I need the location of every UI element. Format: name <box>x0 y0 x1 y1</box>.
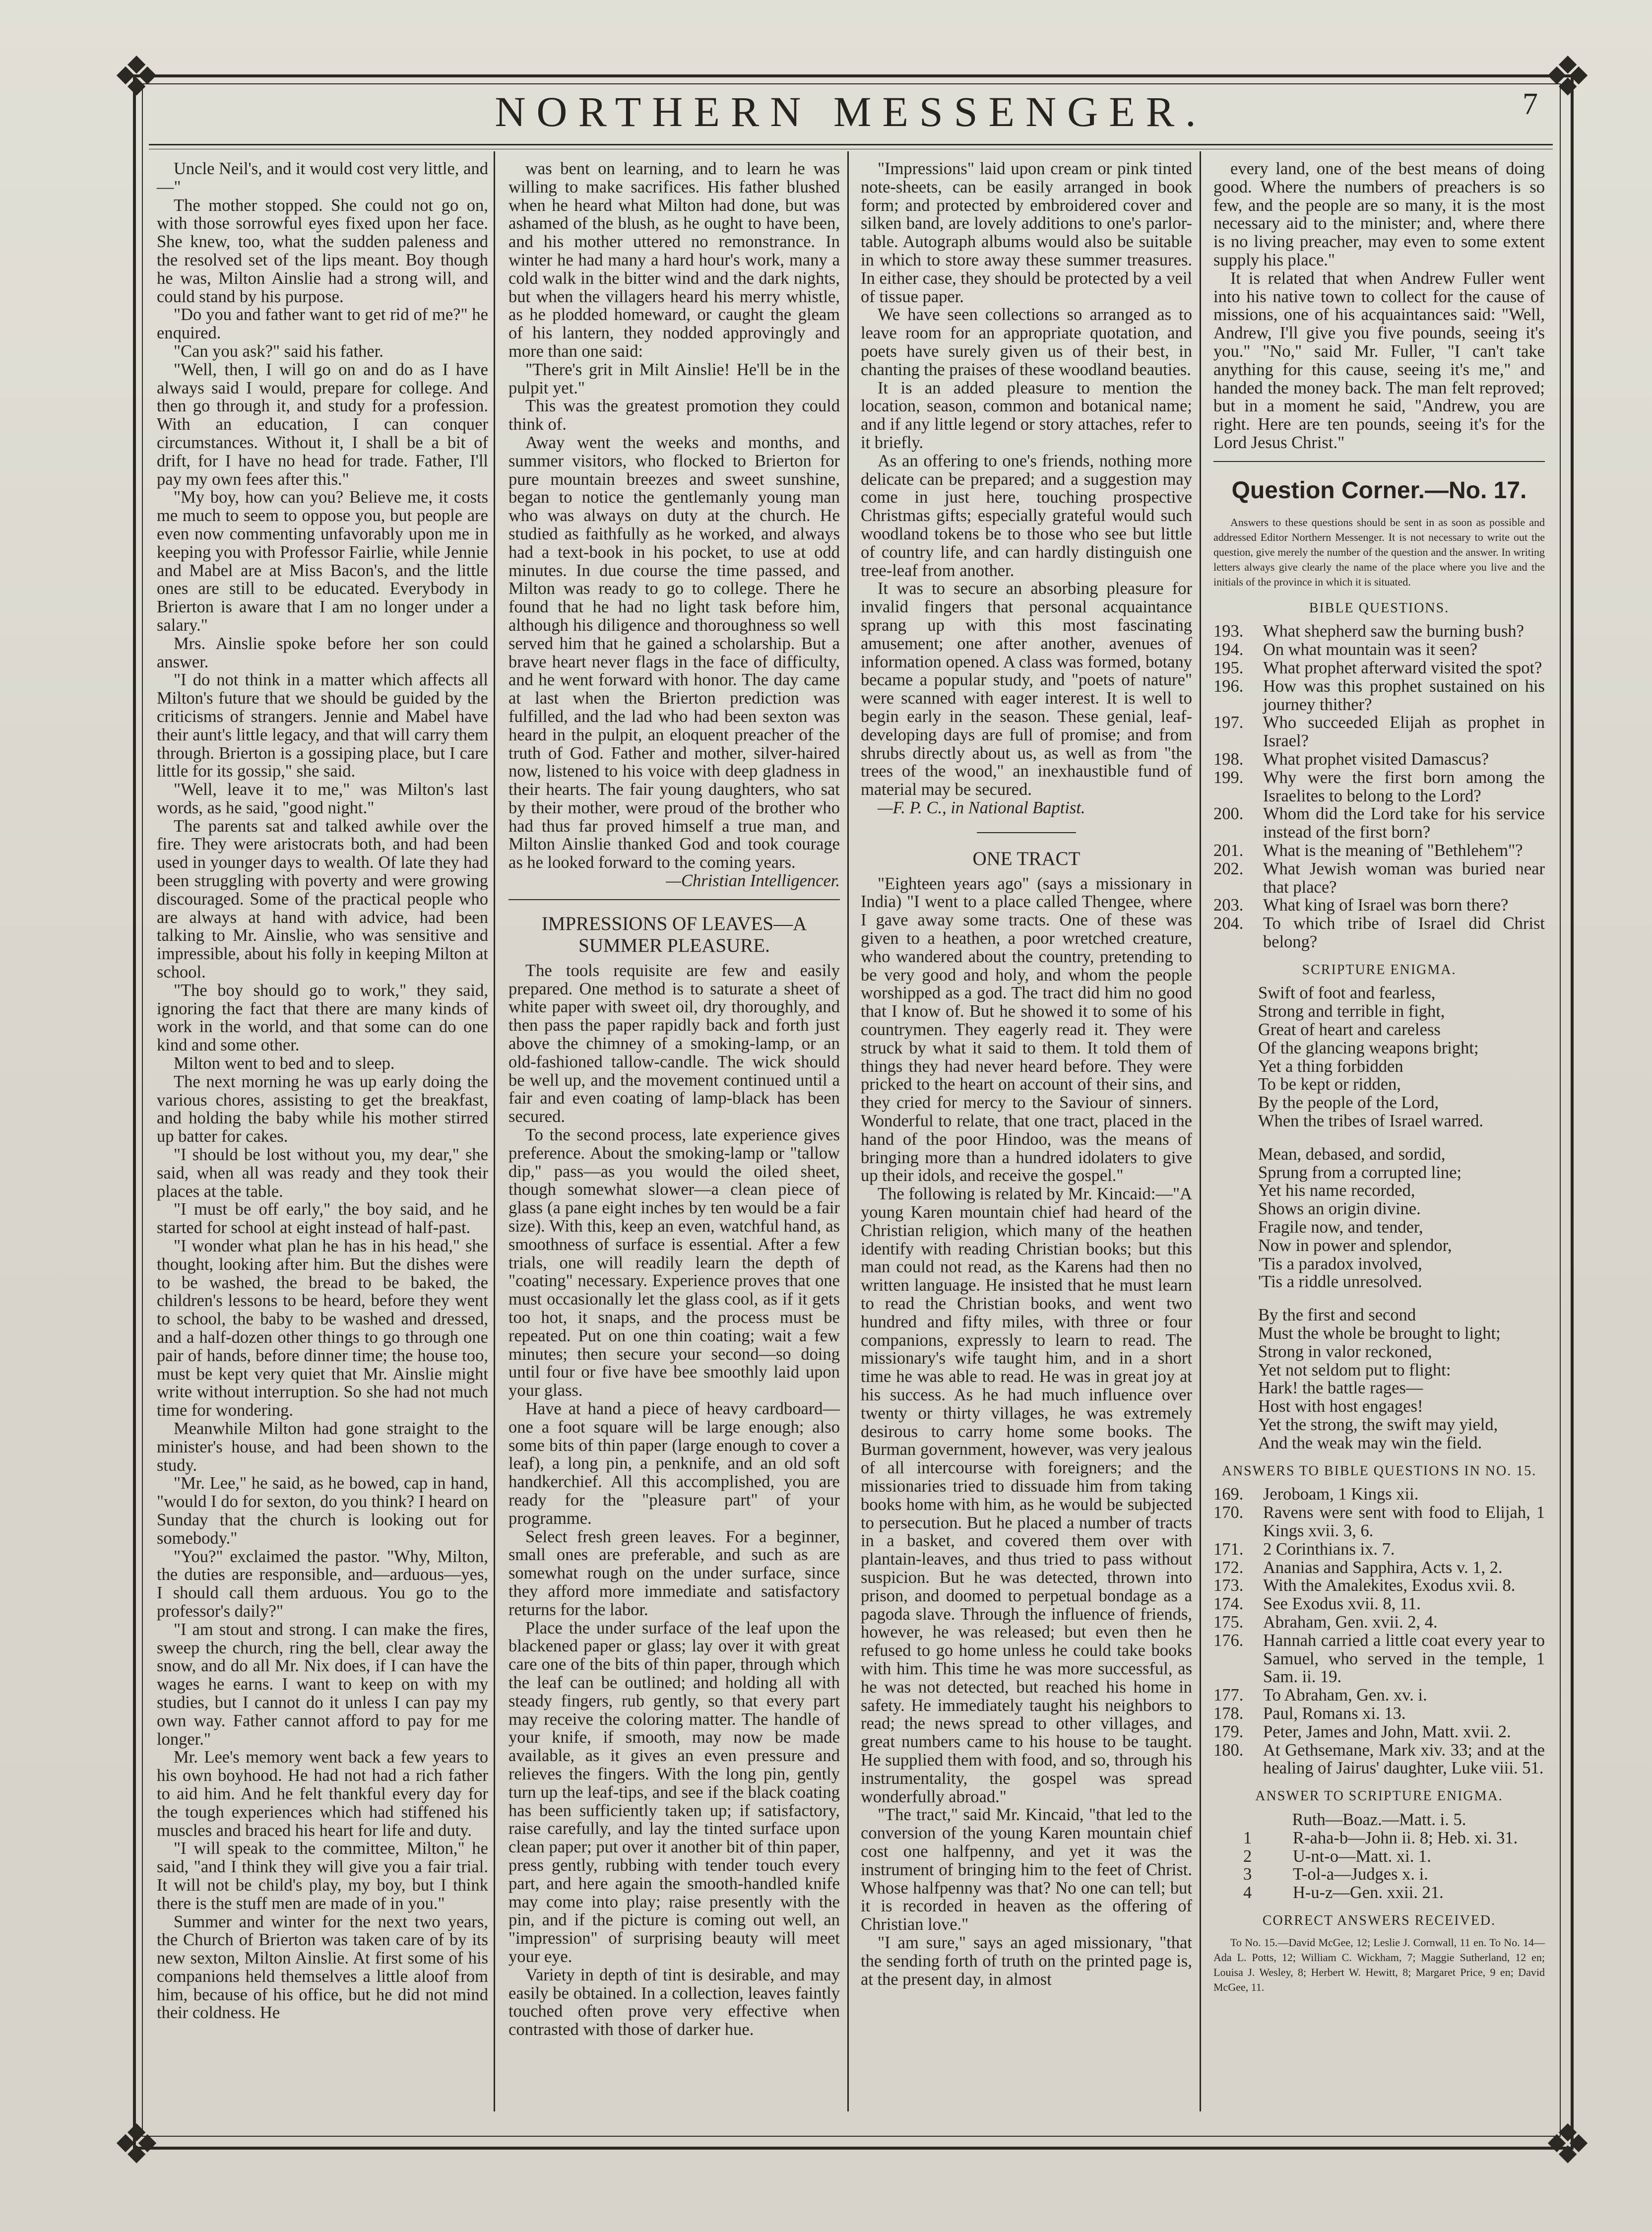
bible-question <box>1213 896 1545 915</box>
bible-question-number: 201. <box>1213 841 1244 860</box>
bible-answer-text: Ananias and Sapphira, Acts v. 1, 2. <box>1263 1558 1503 1577</box>
enigma-part-text: T-ol-a—Judges x. i. <box>1293 1865 1428 1884</box>
bible-answer-number: 179. <box>1213 1722 1244 1741</box>
header-rule <box>149 144 1553 145</box>
bible-answer-text: See Exodus xvii. 8, 11. <box>1263 1594 1421 1614</box>
bible-question-text: What is the meaning of "Bethlehem"? <box>1263 841 1523 860</box>
poem-line: Yet the strong, the swift may yield, <box>1258 1415 1498 1435</box>
bible-question-text: How was this prophet sustained on his journey thither? <box>1263 676 1545 714</box>
bible-answer-text: Paul, Romans xi. 13. <box>1263 1704 1406 1723</box>
bible-answer <box>1213 1576 1545 1595</box>
bible-question <box>1213 860 1545 897</box>
bible-question <box>1213 622 1545 641</box>
section-rule <box>977 832 1076 833</box>
poem-line <box>1258 1291 1545 1306</box>
bible-question-number: 193. <box>1213 622 1244 641</box>
poem-line: Of the glancing weapons bright; <box>1258 1038 1479 1057</box>
paragraph: This was the greatest promotion they could think of. <box>508 396 840 434</box>
enigma-part-text: U-nt-o—Matt. xi. 1. <box>1293 1846 1431 1866</box>
poem-line: 'Tis a paradox involved, <box>1258 1254 1422 1273</box>
paragraph: Have at hand a piece of heavy cardboard—one a foot square will be large enough; also some bits of thin paper (large enough to cover a leaf), a long pin, a penknife, and an old soft handkerchief. All this accomplished, you are ready for the "pleasure part" of your programme. <box>508 1399 840 1528</box>
bible-answer <box>1213 1540 1545 1559</box>
poem-line: Sprung from a corrupted line; <box>1258 1163 1462 1182</box>
paragraph: "You?" exclaimed the pastor. "Why, Milton, the duties are responsible, and—arduous—yes, I should call them arduous. You go to the professor's daily?" <box>157 1547 488 1621</box>
column-3 <box>861 160 1192 1988</box>
bible-question-number: 195. <box>1213 658 1244 677</box>
poem-line: Yet not seldom put to flight: <box>1258 1360 1451 1379</box>
answers-heading: ANSWERS TO BIBLE QUESTIONS IN NO. 15. <box>1221 1463 1537 1479</box>
column-2 <box>508 160 840 2039</box>
bible-question-number: 194. <box>1213 640 1244 659</box>
bible-question-text: What king of Israel was born there? <box>1263 896 1509 915</box>
bible-question-text: Whom did the Lord take for his service instead of the first born? <box>1263 804 1545 842</box>
corner-ornament-tr: ❖ <box>1543 47 1592 107</box>
enigma-part-number: 3 <box>1243 1865 1252 1884</box>
bible-question-text: Why were the first born among the Israelites to belong to the Lord? <box>1263 768 1545 805</box>
paragraph: "Impressions" laid upon cream or pink tinted note-sheets, can be easily arranged in book form; and protected by embroidered cover and silken band, are lovely additions to one's parlor-table. Autograph albums would also be suitable in which to store away these summer treasures. In either case, they should be protected by a veil of tissue paper. <box>861 159 1192 306</box>
bible-answer-number: 174. <box>1213 1594 1244 1614</box>
enigma-part-number: 2 <box>1243 1846 1252 1866</box>
paragraph: "Mr. Lee," he said, as he bowed, cap in hand, "would I do for sexton, do you think? I heard on Sunday that the church is looking out for somebody." <box>157 1474 488 1548</box>
paragraph: "The boy should go to work," they said, ignoring the fact that there are many kinds of work in the world, and that some can do one kind and some other. <box>157 981 488 1055</box>
enigma-part <box>1243 1847 1545 1866</box>
enigma-part-number: 4 <box>1243 1883 1252 1903</box>
bible-question <box>1213 805 1545 842</box>
source-credit: —F. P. C., in National Baptist. <box>878 798 1085 817</box>
bible-question-number: 196. <box>1213 676 1244 696</box>
bible-answer <box>1213 1686 1545 1705</box>
paragraph: The next morning he was up early doing the various chores, assisting to get the breakfast, and holding the baby while his mother stirred up batter for cakes. <box>157 1072 488 1146</box>
paragraph: "I should be lost without you, my dear," she said, when all was ready and they took their places at the table. <box>157 1145 488 1201</box>
paragraph: "I am stout and strong. I can make the fires, sweep the church, ring the bell, clear away the snow, and do all Mr. Nix does, if I can have the wages he earns. I want to keep on with my studies, but I cannot do it unless I can pay my own way. Father cannot afford to pay for me longer." <box>157 1620 488 1749</box>
poem-line: Strong and terrible in fight, <box>1258 1002 1445 1021</box>
bible-question-text: What prophet visited Damascus? <box>1263 749 1489 769</box>
bible-question-number: 200. <box>1213 804 1244 824</box>
bible-question <box>1213 915 1545 951</box>
bible-answer-text: Jeroboam, 1 Kings xii. <box>1263 1485 1419 1504</box>
corner-ornament-bl: ❖ <box>112 2114 161 2175</box>
bible-answer-text: At Gethsemane, Mark xiv. 33; and at the healing of Jairus' daughter, Luke viii. 51. <box>1263 1740 1545 1778</box>
bible-question-text: On what mountain was it seen? <box>1263 640 1478 659</box>
paragraph: Place the under surface of the leaf upon the blackened paper or glass; lay over it with great care one of the bits of thin paper, through which the leaf can be outlined; and holding all with steady fingers, rub gently, so that every part may receive the coloring matter. The handle of your knife, if smooth, may now be made available, as it gives an even pressure and relieves the fingers. With the long pin, gently turn up the leaf-tips, and see if the black coating has been sufficiently taken up; if satisfactory, raise carefully, and lay the tinted surface upon clean paper; put over it another bit of thin paper, press gently, rubbing with tender touch every part, and here again the smooth-handled knife may come into play; raise presently with the pin, and if the picture is coming out well, an "impression" of surprising beauty will meet your eye. <box>508 1618 840 1966</box>
paragraph: Mrs. Ainslie spoke before her son could answer. <box>157 634 488 671</box>
bible-question <box>1213 842 1545 860</box>
paragraph: "I am sure," says an aged missionary, "that the sending forth of truth on the printed page is, at the present day, in almost <box>861 1933 1192 1989</box>
paragraph: To the second process, late experience gives preference. About the smoking-lamp or "tallow dip," pass—as you would the oiled sheet, though somewhat slower—a clean piece of glass (a pane eight inches by ten would be a fair size). With this, keep an even, watchful hand, as smoothness of surface is essential. After a few trials, one will readily learn the depth of "coating" necessary. Experience proves that one must occasionally let the glass cool, as if it gets too hot, it snaps, and the process must be repeated. Put on one thin coating; wait a few minutes; then secure your second—so doing until four or five have bee smoothly laid upon your glass. <box>508 1125 840 1400</box>
paragraph: The tools requisite are few and easily prepared. One method is to saturate a sheet of white paper with sweet oil, dry thoroughly, and then pass the paper rapidly back and forth just above the chimney of a smoking-lamp, or an old-fashioned tallow-candle. The wick should be well up, and the movement continued until a fair and even coating of lamp-black has been secured. <box>508 961 840 1126</box>
enigma-answer-heading: ANSWER TO SCRIPTURE ENIGMA. <box>1255 1788 1503 1804</box>
paragraph: The following is related by Mr. Kincaid:—"A young Karen mountain chief had heard of the Christian religion, which many of the heathen identify with reading Christian books; but this man could not read, as the Karens had then no written language. He insisted that he must learn to read the Christian books, and went two hundred and fifty miles, with three or four companions, expressly to learn to read. The missionary's wife taught him, and in a short time he was able to read. He was in great joy at his success. As he had much influence over twenty or thirty villages, he was extremely desirous to carry home some books. The Burman government, however, was very jealous of all intercourse with foreigners; and the missionaries tried to dissuade him from taking books home with him, as he would be subjected to persecution. But he placed a number of tracts in a basket, and covered them over with plantain-leaves, and thus tried to pass without suspicion. But he was detected, thrown into prison, and doomed to perpetual bondage as a pagoda slave. Through the influence of friends, however, he was released; but even then he refused to go home unless he could take books with him. This time he was more successful, as he was not detected, but reached his home in safety. He immediately taught his neighbors to read; the news spread to other villages, and great numbers came to his house to be taught. He supplied them with food, and so, through his instrumentality, the gospel was spread wonderfully abroad." <box>861 1184 1192 1806</box>
poem-line: Must the whole be brought to light; <box>1258 1324 1501 1343</box>
paragraph: "There's grit in Milt Ainslie! He'll be in the pulpit yet." <box>508 360 840 397</box>
paragraph: Variety in depth of tint is desirable, and may easily be obtained. In a collection, leaves faintly touched often prove very effective when contrasted with those of darker hue. <box>508 1965 840 2039</box>
bible-answer <box>1213 1723 1545 1741</box>
paragraph: was bent on learning, and to learn he was willing to make sacrifices. His father blushed when he heard what Milton had done, but was ashamed of the blush, as he ought to have been, and his mother uttered no remonstrance. In winter he had many a hard hour's work, many a cold walk in the bitter wind and the dark nights, but when the villagers heard his merry whistle, as he plodded homeward, or caught the gleam of his lantern, they nodded approvingly and more than one said: <box>508 159 840 361</box>
paragraph: We have seen collections so arranged as to leave room for an appropriate quotation, and poets have surely given us of their best, in chanting the praises of these woodland beauties. <box>861 305 1192 379</box>
bible-question-number: 198. <box>1213 749 1244 769</box>
corner-ornament-tl: ❖ <box>112 47 161 107</box>
masthead <box>159 87 1543 141</box>
poem-line: Now in power and splendor, <box>1258 1236 1452 1255</box>
bible-answer <box>1213 1504 1545 1540</box>
paragraph: "I must be off early," the boy said, and he started for school at eight instead of half-past. <box>157 1200 488 1238</box>
article-heading: ONE TRACT <box>972 848 1080 869</box>
paragraph: "The tract," said Mr. Kincaid, "that led to the conversion of the young Karen mountain chief cost one halfpenny, and yet it was the instrument of bringing him to the feet of Christ. Whose halfpenny was that? No one can tell; but it is recorded in heaven as the offering of Christian love." <box>861 1805 1192 1934</box>
bible-answer-number: 173. <box>1213 1576 1244 1595</box>
poem-line: Strong in valor reckoned, <box>1258 1342 1432 1361</box>
bible-answer-text: Peter, James and John, Matt. xvii. 2. <box>1263 1722 1511 1741</box>
bible-answer-text: To Abraham, Gen. xv. i. <box>1263 1686 1427 1705</box>
paragraph: It is related that when Andrew Fuller went into his native town to collect for the cause of missions, one of his acquaintances said: "Well, Andrew, I'll give you five pounds, seeing it's you." "No," said Mr. Fuller, "I can't take anything for this cause, seeing it's me," and handed the money back. The man felt reproved; but in a moment he said, "Andrew, you are right. Here are ten pounds, seeing it's for the Lord Jesus Christ." <box>1213 268 1545 452</box>
column-1 <box>157 160 488 2022</box>
column-divider <box>1200 151 1201 2111</box>
poem-line: Swift of foot and fearless, <box>1258 984 1436 1003</box>
paragraph: The parents sat and talked awhile over the fire. They were aristocrats both, and had been used in younger days to wealth. Of late they had been struggling with poverty and were growing discouraged. Some of the practical people who are always at hand with advice, had been talking to Mr. Ainslie, who was sensitive and impressible, about his folly in keeping Milton at school. <box>157 816 488 982</box>
poem-line: When the tribes of Israel warred. <box>1258 1112 1484 1131</box>
poem-line: Fragile now, and tender, <box>1258 1218 1423 1237</box>
bible-question-text: What shepherd saw the burning bush? <box>1263 622 1524 641</box>
paragraph: Summer and winter for the next two years, the Church of Brierton was taken care of by its new sexton, Milton Ainslie. At first some of his companions held themselves a little aloof from him, because of his office, but he did not mind their coldness. He <box>157 1912 488 2023</box>
scripture-enigma-heading: SCRIPTURE ENIGMA. <box>1302 962 1457 978</box>
bible-answer <box>1213 1485 1545 1504</box>
paragraph: "I wonder what plan he has in his head," she thought, looking after him. But the dishes were to be washed, the bread to be baked, the children's lessons to be heard, before they went to school, the baby to be washed and dressed, and a half-dozen other things to go through one pair of hands, before dinner time; the house too, must be kept very quiet that Mr. Ainslie might write without interruption. So she had not much time for wondering. <box>157 1237 488 1420</box>
bible-answer-text: With the Amalekites, Exodus xvii. 8. <box>1263 1576 1516 1595</box>
bible-question-text: Who succeeded Elijah as prophet in Israel? <box>1263 713 1545 751</box>
article-heading: IMPRESSIONS OF LEAVES—A SUMMER PLEASURE. <box>541 913 807 956</box>
poem-line: Mean, debased, and sordid, <box>1258 1144 1446 1164</box>
newspaper-title: NORTHERN MESSENGER. <box>495 88 1207 135</box>
section-rule <box>1213 461 1545 462</box>
bible-answer <box>1213 1595 1545 1613</box>
column-4 <box>1213 160 1545 1995</box>
bible-question-text: What Jewish woman was buried near that place? <box>1263 859 1545 897</box>
bible-answer <box>1213 1741 1545 1778</box>
paragraph: Meanwhile Milton had gone straight to the minister's house, and had been shown to the study. <box>157 1419 488 1475</box>
poem-line: Hark! the battle rages— <box>1258 1379 1423 1398</box>
correct-answers-heading: CORRECT ANSWERS RECEIVED. <box>1262 1912 1496 1928</box>
paragraph: "My boy, how can you? Believe me, it costs me much to seem to oppose you, but people are even now commenting unfavorably upon me in keeping you with Professor Fairlie, while Jennie and Mabel are at Miss Bacon's, and the little ones are still to be educated. Everybody in Brierton is aware that I am no longer under a salary." <box>157 488 488 635</box>
bible-answer <box>1213 1559 1545 1577</box>
paragraph: "Well, then, I will go on and do as I have always said I would, prepare for college. And then go through it, and study for a profession. With an education, I can conquer circumstances. Without it, I shall be a bit of drift, for I have no head for trade. Father, I'll pay my own fees after this." <box>157 360 488 489</box>
paragraph: Select fresh green leaves. For a beginner, small ones are preferable, and such as are somewhat rough on the under surface, since they afford more immediate and satisfactory returns for the labor. <box>508 1527 840 1619</box>
poem-line: Host with host engages! <box>1258 1397 1423 1416</box>
poem-line: And the weak may win the field. <box>1258 1433 1482 1452</box>
paragraph: every land, one of the best means of doing good. Where the numbers of preachers is so few, and the people are so many, it is the most necessary aid to the minister; and, where there is no living preacher, may even to some extent supply his place." <box>1213 159 1545 269</box>
bible-answer <box>1213 1632 1545 1686</box>
bible-answer-number: 178. <box>1213 1704 1244 1723</box>
bible-question-number: 204. <box>1213 914 1244 933</box>
bible-answer-number: 170. <box>1213 1503 1244 1522</box>
paragraph: Mr. Lee's memory went back a few years to his own boyhood. He had not had a rich father to aid him. And he felt thankful every day for the tough experiences which had stiffened his muscles and braced his heart for life and duty. <box>157 1748 488 1840</box>
poem-line: Yet a thing forbidden <box>1258 1056 1403 1076</box>
poem-line: Shows an origin divine. <box>1258 1199 1421 1219</box>
paragraph: It was to secure an absorbing pleasure for invalid fingers that personal acquaintance sprang up with this most fascinating amusement; one after another, avenues of information opened. A class was formed, botany became a popular study, and "poets of nature" were scanned with eager interest. It is well to begin early in the season. These genial, leaf-developing days are full of promise; and from shrubs directly about us, as well as from "the trees of the wood," an inexhaustible fund of material may be secured. <box>861 579 1192 799</box>
bible-question-number: 202. <box>1213 859 1244 878</box>
bible-answer-text: 2 Corinthians ix. 7. <box>1263 1539 1395 1559</box>
bible-answer <box>1213 1705 1545 1723</box>
bible-answer-number: 177. <box>1213 1686 1244 1705</box>
paragraph: Uncle Neil's, and it would cost very little, and—" <box>157 159 488 197</box>
bible-question-number: 199. <box>1213 768 1244 787</box>
bible-question <box>1213 769 1545 805</box>
bible-question-text: To which tribe of Israel did Christ belong? <box>1263 914 1545 951</box>
poem-line: By the people of the Lord, <box>1258 1093 1439 1113</box>
bible-question-number: 197. <box>1213 713 1244 732</box>
source-credit: —Christian Intelligencer. <box>666 871 840 891</box>
bible-questions-heading: BIBLE QUESTIONS. <box>1309 600 1450 616</box>
bible-question <box>1213 677 1545 714</box>
bible-answer-text: Abraham, Gen. xvii. 2, 4. <box>1263 1612 1438 1632</box>
bible-answer-text: Ravens were sent with food to Elijah, 1 Kings xvii. 3, 6. <box>1263 1503 1545 1540</box>
poem-line <box>1258 1130 1545 1145</box>
section-rule <box>508 899 840 900</box>
bible-question <box>1213 714 1545 750</box>
paragraph: "Do you and father want to get rid of me?" he enquired. <box>157 305 488 343</box>
poem-line: To be kept or ridden, <box>1258 1075 1401 1094</box>
enigma-part <box>1243 1829 1545 1847</box>
column-divider <box>847 151 849 2111</box>
column-divider <box>494 151 495 2111</box>
bible-answer <box>1213 1613 1545 1632</box>
question-corner-note: Answers to these questions should be sent in as soon as possible and addressed Editor Northern Messenger. It is not necessary to write out the question, give merely the number of the question and the answer. In writing letters always give clearly the name of the place where you live and the initials of the province in which it is situated. <box>1213 516 1545 588</box>
enigma-part <box>1243 1865 1545 1884</box>
corner-ornament-br: ❖ <box>1543 2114 1592 2175</box>
paragraph: The mother stopped. She could not go on, with those sorrowful eyes fixed upon her face. She knew, too, what the sudden paleness and the resolved set of the lips meant. Boy though he was, Milton Ainslie had a strong will, and could stand by his purpose. <box>157 196 488 306</box>
bible-answer-number: 176. <box>1213 1631 1244 1650</box>
correct-answers-list: To No. 15.—David McGee, 12; Leslie J. Cornwall, 11 en. To No. 14—Ada L. Potts, 12; William C. Wickham, 7; Maggie Sutherland, 12 en; Louisa J. Wesley, 8; Herbert W. Hewitt, 8; Margaret Price, 9 en; David McGee, 11. <box>1213 1936 1545 1993</box>
bible-question <box>1213 750 1545 769</box>
bible-question-number: 203. <box>1213 896 1244 915</box>
poem-line: 'Tis a riddle unresolved. <box>1258 1272 1422 1292</box>
bible-answer-number: 172. <box>1213 1558 1244 1577</box>
paragraph: "I will speak to the committee, Milton," he said, "and I think they will give you a fair trial. It will not be child's play, my boy, but I think there is the stuff men are made of in you." <box>157 1839 488 1913</box>
bible-question <box>1213 641 1545 659</box>
enigma-part-text: R-aha-b—John ii. 8; Heb. xi. 31. <box>1293 1828 1518 1847</box>
bible-answer-number: 175. <box>1213 1612 1244 1632</box>
bible-question <box>1213 659 1545 677</box>
paragraph: "Well, leave it to me," was Milton's last words, as he said, "good night." <box>157 780 488 817</box>
bible-answer-text: Hannah carried a little coat every year to Samuel, who served in the temple, 1 Sam. ii. 19. <box>1263 1631 1545 1687</box>
question-corner-title: Question Corner.—No. 17. <box>1231 477 1527 504</box>
bible-question-text: What prophet afterward visited the spot? <box>1263 658 1542 677</box>
paragraph: It is an added pleasure to mention the location, season, common and botanical name; and if any little legend or story attaches, refer to it briefly. <box>861 378 1192 452</box>
poem-line: Great of heart and careless <box>1258 1020 1441 1040</box>
enigma-part-text: H-u-z—Gen. xxii. 21. <box>1293 1883 1444 1903</box>
bible-answer-number: 169. <box>1213 1485 1244 1504</box>
page-number: 7 <box>1523 87 1538 121</box>
paragraph: "Eighteen years ago" (says a missionary in India) "I went to a place called Thengee, where I gave away some tracts. One of these was given to a heathen, a poor wretched creature, who wandered about the country, pretending to be very good and holy, and whom the people worshipped as a god. The tract did him no good that I know of. But he showed it to some of his countrymen. They eagerly read it. They were struck by what it said to them. It told them of things they had never heard before. They were pricked to the heart on account of their sins, and they cried for mercy to the Saviour of sinners. Wonderful to relate, that one tract, placed in the hand of the poor Hindoo, was the means of bringing more than a hundred idolaters to give up their idols, and receive the gospel." <box>861 874 1192 1185</box>
paragraph: "Can you ask?" said his father. <box>174 341 383 361</box>
paragraph: Away went the weeks and months, and summer visitors, who flocked to Brierton for pure mountain breezes and sweet sunshine, began to notice the gentlemanly young man who was always on duty at the church. He studied as faithfully as he worked, and always had a text-book in his pocket, to use at odd minutes. In due course the time passed, and Milton was ready to go to college. There he found that he had no light task before him, although his diligence and thoroughness so well served him that he gained a scholarship. But a brave heart never flags in the face of difficulty, and he went forward with honor. The day came at last when the Brierton prediction was fulfilled, and the lad who had been sexton was heard in the pulpit, an eloquent preacher of the truth of God. Father and mother, silver-haired now, listened to his voice with deep gladness in their hearts. The fair young daughters, who sat by their mother, were proud of the brother who had thus far proved himself a true man, and Milton Ainslie thanked God and took courage as he looked forward to the coming years. <box>508 433 840 872</box>
enigma-part <box>1243 1884 1545 1902</box>
enigma-part-number: 1 <box>1243 1828 1252 1847</box>
poem-line: By the first and second <box>1258 1306 1416 1325</box>
paragraph: Milton went to bed and to sleep. <box>174 1054 395 1073</box>
enigma-answer: Ruth—Boaz.—Matt. i. 5. <box>1292 1810 1466 1829</box>
paragraph: As an offering to one's friends, nothing more delicate can be prepared; and a suggestion may come in just here, touching prospective Christmas gifts; especially grateful would such woodland tokens be to those who see but little of country life, and can hardly distinguish one tree-leaf from another. <box>861 451 1192 580</box>
poem-line: Yet his name recorded, <box>1258 1181 1415 1200</box>
paragraph: "I do not think in a matter which affects all Milton's future that we should be guided by the criticisms of strangers. Jennie and Mabel have their aunt's little legacy, and that will carry them through. Brierton is a gossiping place, but I care little for its gossip," she said. <box>157 670 488 781</box>
bible-answer-number: 180. <box>1213 1740 1244 1760</box>
bible-answer-number: 171. <box>1213 1539 1244 1559</box>
